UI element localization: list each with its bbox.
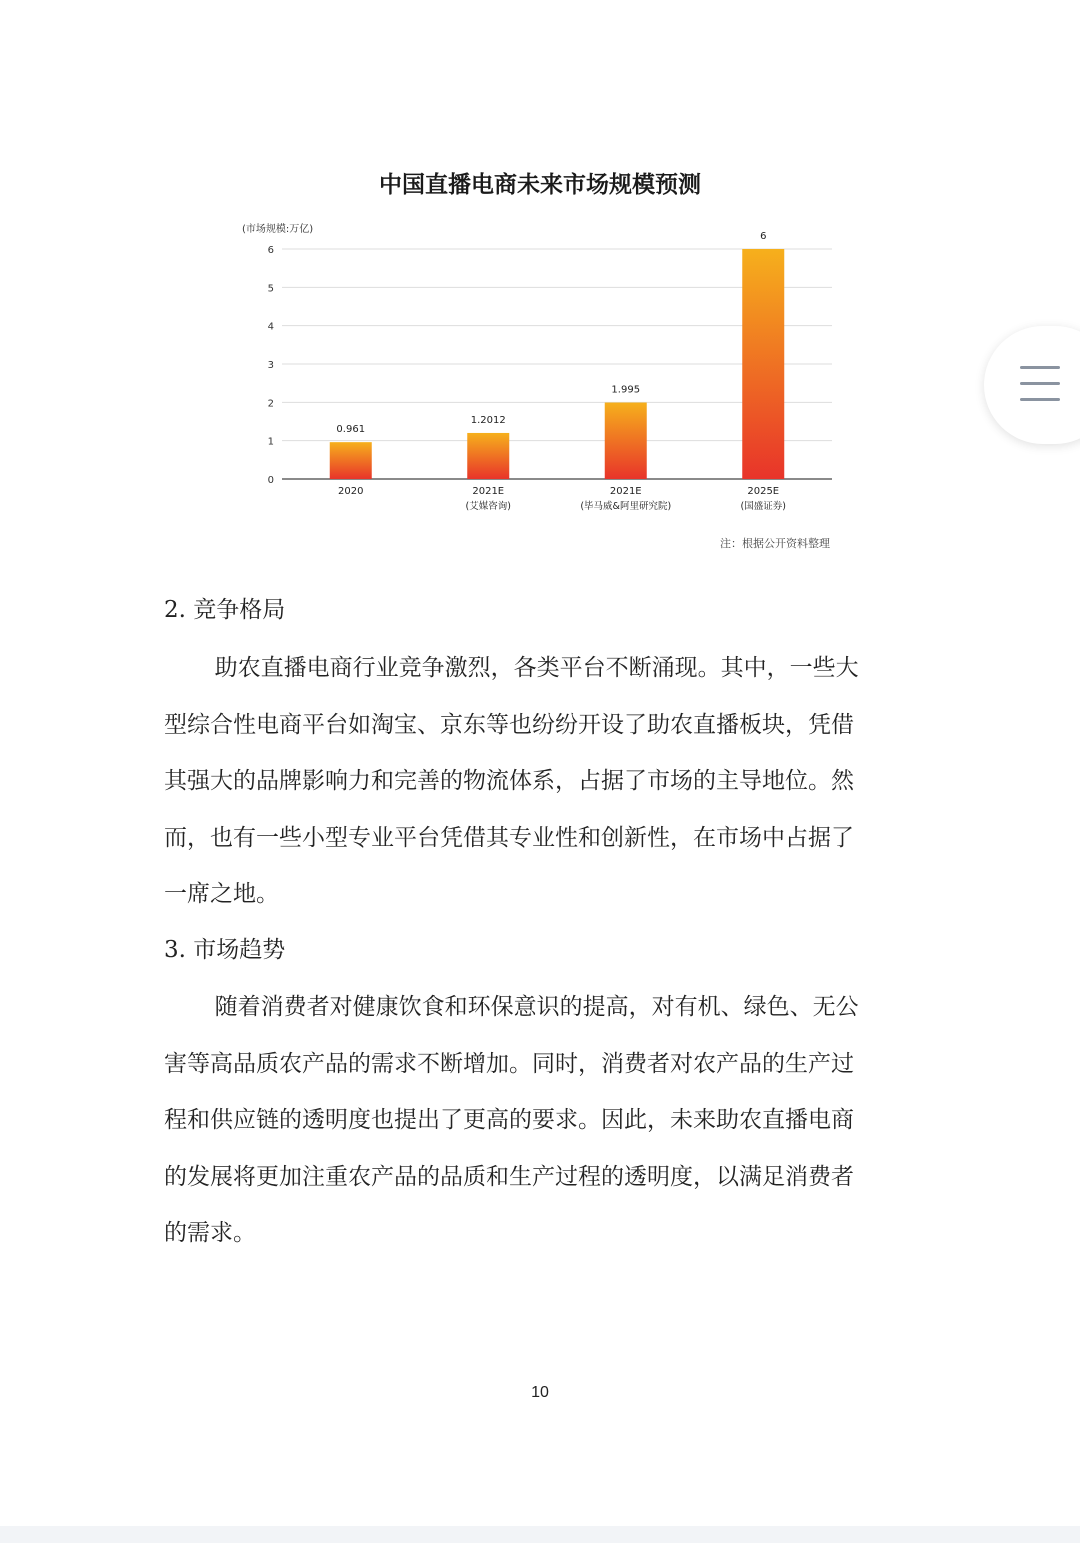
- y-tick-label: 4: [267, 321, 274, 333]
- bar: [742, 249, 784, 479]
- paragraph-line: 的需求。: [164, 1220, 256, 1246]
- y-tick-label: 0: [267, 475, 274, 486]
- paragraph-line: 随着消费者对健康饮食和环保意识的提高，对有机、绿色、无公: [214, 994, 859, 1020]
- paragraph-line: 型综合性电商平台如淘宝、京东等也纷纷开设了助农直播板块，凭借: [164, 711, 854, 738]
- y-tick-label: 1: [267, 436, 274, 448]
- paragraph-line: 助农直播电商行业竞争激烈，各类平台不断涌现。其中，一些大: [214, 655, 859, 681]
- competition-paragraph: [164, 640, 920, 923]
- paragraph-line: 其强大的品牌影响力和完善的物流体系，占据了市场的主导地位。然: [164, 768, 854, 794]
- hamburger-menu-icon: [1020, 366, 1062, 404]
- paragraph-line: 一席之地。: [164, 881, 279, 907]
- bar-value-label: 1.995: [611, 384, 641, 396]
- y-tick-label: 5: [267, 283, 274, 295]
- trend-paragraph: [164, 979, 920, 1262]
- bar: [330, 442, 372, 479]
- x-tick-sublabel: (艾媒咨询): [465, 501, 511, 512]
- y-axis-label: (市场规模:万亿): [242, 224, 314, 235]
- bar-value-label: 1.2012: [470, 414, 506, 426]
- chart-title: 中国直播电商未来市场规模预测: [379, 172, 701, 198]
- bar: [605, 403, 647, 479]
- paragraph-line: 的发展将更加注重农产品的品质和生产过程的透明度，以满足消费者: [164, 1163, 854, 1190]
- x-tick-label: 2021E: [609, 486, 642, 497]
- y-tick-label: 2: [267, 398, 274, 410]
- bottom-bar: [0, 1526, 1080, 1543]
- x-tick-sublabel: (国盛证券): [740, 501, 786, 512]
- y-tick-label: 6: [267, 245, 274, 256]
- x-tick-label: 2025E: [747, 486, 780, 497]
- chart-note: 注：根据公开资料整理: [720, 537, 830, 550]
- paragraph-line: 程和供应链的透明度也提出了更高的要求。因此，未来助农直播电商: [164, 1107, 854, 1133]
- x-tick-label: 2020: [338, 486, 364, 497]
- bar: [467, 433, 509, 479]
- market-size-bar-chart: [230, 215, 850, 560]
- page-number: 10: [531, 1384, 549, 1401]
- x-tick-sublabel: (毕马威&阿里研究院): [580, 501, 672, 512]
- floating-menu-button[interactable]: [984, 326, 1080, 444]
- section-heading-trend: 3. 市场趋势: [164, 937, 286, 963]
- paragraph-line: 害等高品质农产品的需求不断增加。同时，消费者对农产品的生产过: [164, 1050, 854, 1077]
- y-tick-label: 3: [267, 360, 274, 371]
- section-heading-competition: 2. 竞争格局: [164, 597, 286, 623]
- bar-value-label: 0.961: [336, 424, 366, 436]
- paragraph-line: 而，也有一些小型专业平台凭借其专业性和创新性，在市场中占据了: [164, 824, 854, 851]
- bar-value-label: 6: [760, 231, 767, 242]
- x-tick-label: 2021E: [472, 486, 505, 497]
